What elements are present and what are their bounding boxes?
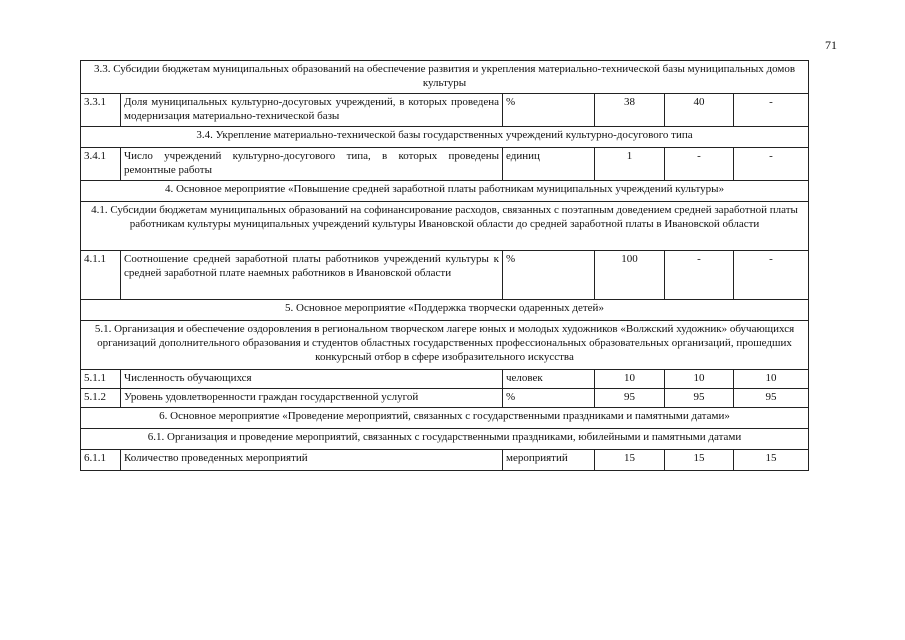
indicators-table bbox=[80, 60, 809, 471]
value-cell-3: 95 bbox=[734, 389, 809, 408]
indicator-name: Количество проведенных мероприятий bbox=[121, 450, 503, 471]
value-cell-3: 10 bbox=[734, 370, 809, 389]
section-row bbox=[81, 321, 809, 370]
section-heading: 5.1. Организация и обеспечение оздоровления в региональном творческом лагере юных и молодых художников «Волжский художник» обучающихся организаций дополнительного образования и студентов областных государственных профессиональных образовательных организаций, прошедших конкурсный отбор в сфере изобразительного искусства bbox=[81, 321, 809, 370]
row-number: 4.1.1 bbox=[81, 251, 121, 300]
value-cell-1: 15 bbox=[595, 450, 665, 471]
value-cell-3: 15 bbox=[734, 450, 809, 471]
section-row bbox=[81, 202, 809, 251]
section-heading: 3.3. Субсидии бюджетам муниципальных образований на обеспечение развития и укрепления материально-технической базы муниципальных домов культуры bbox=[81, 61, 809, 94]
table-row bbox=[81, 370, 809, 389]
table-row bbox=[81, 251, 809, 300]
value-cell-1: 38 bbox=[595, 94, 665, 127]
section-row bbox=[81, 408, 809, 429]
indicator-name: Соотношение средней заработной платы работников учреждений культуры к средней заработной плате наемных работников в Ивановской области bbox=[121, 251, 503, 300]
section-row bbox=[81, 300, 809, 321]
value-cell-2: 95 bbox=[665, 389, 734, 408]
section-row bbox=[81, 127, 809, 148]
section-row bbox=[81, 181, 809, 202]
table-row bbox=[81, 94, 809, 127]
unit-cell: % bbox=[503, 251, 595, 300]
table-row bbox=[81, 148, 809, 181]
unit-cell: единиц bbox=[503, 148, 595, 181]
section-row bbox=[81, 61, 809, 94]
section-heading: 3.4. Укрепление материально-технической базы государственных учреждений культурно-досугового типа bbox=[81, 127, 809, 148]
page-number: 71 bbox=[825, 38, 837, 52]
section-row bbox=[81, 429, 809, 450]
section-heading: 5. Основное мероприятие «Поддержка творчески одаренных детей» bbox=[81, 300, 809, 321]
value-cell-3: - bbox=[734, 94, 809, 127]
value-cell-2: - bbox=[665, 148, 734, 181]
value-cell-1: 1 bbox=[595, 148, 665, 181]
indicator-name: Доля муниципальных культурно-досуговых учреждений, в которых проведена модернизация материально-технической базы bbox=[121, 94, 503, 127]
row-number: 6.1.1 bbox=[81, 450, 121, 471]
value-cell-2: 10 bbox=[665, 370, 734, 389]
section-heading: 6. Основное мероприятие «Проведение мероприятий, связанных с государственными праздниками и памятными датами» bbox=[81, 408, 809, 429]
row-number: 3.3.1 bbox=[81, 94, 121, 127]
unit-cell: человек bbox=[503, 370, 595, 389]
indicator-name: Численность обучающихся bbox=[121, 370, 503, 389]
row-number: 3.4.1 bbox=[81, 148, 121, 181]
value-cell-3: - bbox=[734, 148, 809, 181]
indicator-name: Уровень удовлетворенности граждан государственной услугой bbox=[121, 389, 503, 408]
unit-cell: % bbox=[503, 389, 595, 408]
value-cell-2: 40 bbox=[665, 94, 734, 127]
section-heading: 6.1. Организация и проведение мероприятий, связанных с государственными праздниками, юбилейными и памятными датами bbox=[81, 429, 809, 450]
section-heading: 4. Основное мероприятие «Повышение средней заработной платы работникам муниципальных учреждений культуры» bbox=[81, 181, 809, 202]
indicator-name: Число учреждений культурно-досугового типа, в которых проведены ремонтные работы bbox=[121, 148, 503, 181]
unit-cell: мероприятий bbox=[503, 450, 595, 471]
value-cell-1: 100 bbox=[595, 251, 665, 300]
value-cell-2: - bbox=[665, 251, 734, 300]
value-cell-1: 95 bbox=[595, 389, 665, 408]
table-row bbox=[81, 450, 809, 471]
value-cell-2: 15 bbox=[665, 450, 734, 471]
row-number: 5.1.2 bbox=[81, 389, 121, 408]
value-cell-1: 10 bbox=[595, 370, 665, 389]
unit-cell: % bbox=[503, 94, 595, 127]
section-heading: 4.1. Субсидии бюджетам муниципальных образований на софинансирование расходов, связанных с поэтапным доведением средней заработной платы работникам культуры муниципальных учреждений культуры Ивановской области до средней заработной платы в Ивановской области bbox=[81, 202, 809, 251]
table-row bbox=[81, 389, 809, 408]
row-number: 5.1.1 bbox=[81, 370, 121, 389]
value-cell-3: - bbox=[734, 251, 809, 300]
